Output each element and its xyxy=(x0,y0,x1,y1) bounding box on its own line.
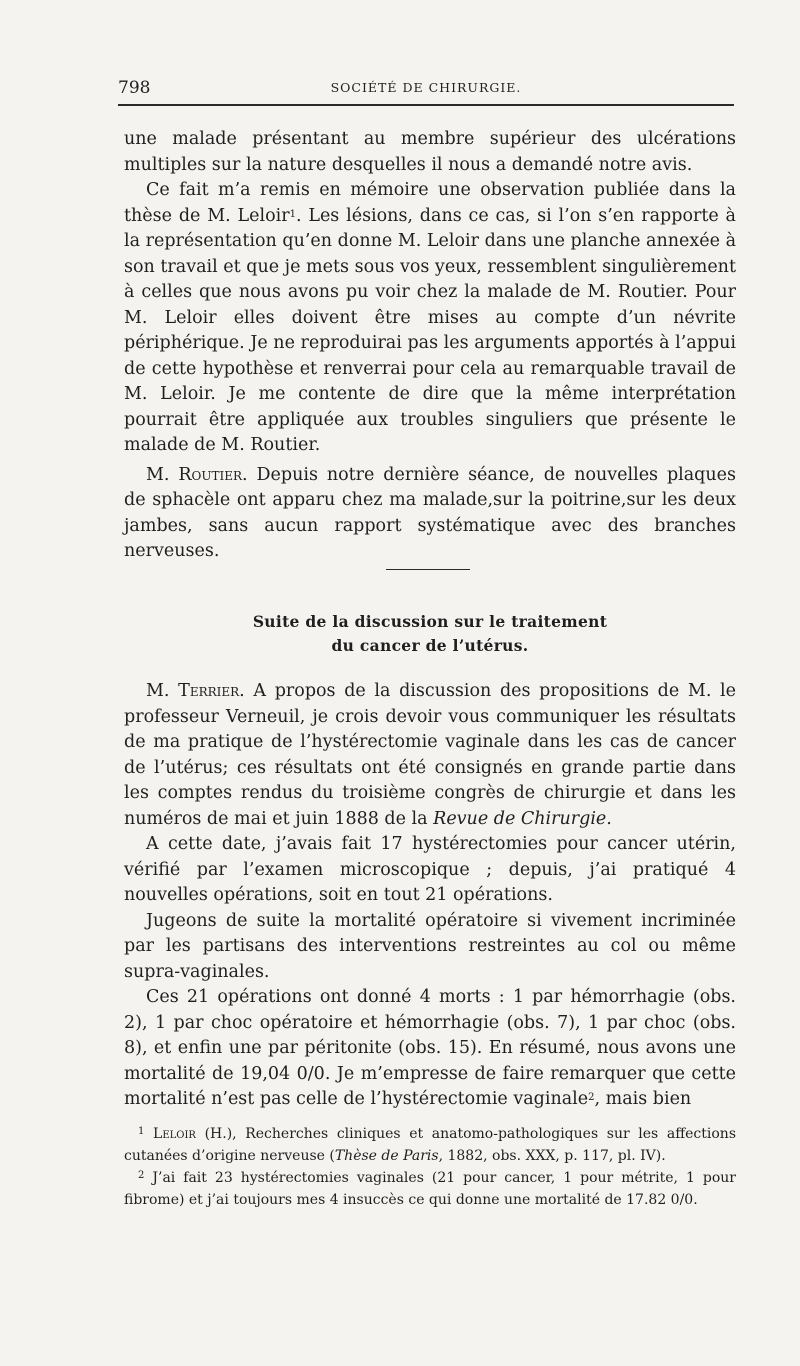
footnote-mark: 1 xyxy=(138,1126,145,1137)
footnote-author: Leloir xyxy=(153,1126,196,1142)
running-header xyxy=(118,78,734,98)
footnote-ref: 1 xyxy=(289,208,296,220)
section-title: Suite de la discussion sur le traitement du cancer de l’utérus. xyxy=(252,612,608,655)
page-number: 798 xyxy=(118,78,151,98)
footnote: $^2$ J’ai fait 23 hystérectomies vaginales (21 pour cancer, 1 pour métrite, 1 pour fibrome) et j’ai toujours mes 4 insuccès ce qui donne une mortalité de 17.82 0/0. xyxy=(124,1170,736,1208)
paragraph: Ces 21 opérations ont donné 4 morts : 1 par hémorrhagie (obs. 2), 1 par choc opératoire et hémorrhagie (obs. 7), 1 par choc (obs. 8), et enfin une par péritonite (obs. 15). En résumé, nous avons une mortalité de 19,04 0/0. Je m’empresse de faire remarquer que cette mortalité n’est pas celle de l’hystérectomie vaginale$^2$, mais bien xyxy=(124,987,736,1109)
paragraph: une malade présentant au membre supérieur des ulcérations multiples sur la nature desquelles il nous a demandé notre avis. xyxy=(124,129,736,175)
paragraph: M. Routier. Depuis notre dernière séance, de nouvelles plaques de sphacèle ont apparu chez ma malade,sur la poitrine,sur les deux jambes, sans aucun rapport systématique avec des branches nerveuses. xyxy=(124,464,736,561)
paragraph: A cette date, j’avais fait 17 hystérectomies pour cancer utérin, vérifié par l’examen microscopique ; depuis, j’ai pratiqué 4 nouvelles opérations, soit en tout 21 opérations. xyxy=(124,834,736,905)
text-block-top xyxy=(124,127,736,565)
paragraph: Ce fait m’a remis en mémoire une observation publiée dans la thèse de M. Leloir$^1$. Les lésions, dans ce cas, si l’on s’en rapporte à la représentation qu’en donne M. Leloir dans une planche annexée à son travail et que je mets sous vos yeux, ressemblent singulièrement à celles que nous avons pu voir chez la malade de M. Routier. Pour M. Leloir elles doivent être mises au compte d’un névrite périphérique. Je ne reproduirai pas les arguments apportés à l’appui de cette hypothèse et renverrai pour cela au remarquable travail de M. Leloir. Je me contente de dire que la même interprétation pourrait être appliquée aux troubles singuliers que présente le malade de M. Routier. xyxy=(124,180,736,455)
paragraph: Jugeons de suite la mortalité opératoire si vivement incriminée par les partisans des interventions restreintes au col ou même supra-vaginales. xyxy=(124,910,736,982)
text-block-bottom xyxy=(124,679,736,1113)
footnotes xyxy=(124,1123,736,1211)
speaker-name: M. Routier. xyxy=(146,464,248,485)
running-title: SOCIÉTÉ DE CHIRURGIE. xyxy=(330,80,522,95)
speaker-name: M. Terrier. xyxy=(146,681,245,701)
footnote: $^1$ Leloir (H.), Recherches cliniques et anatomo-pathologiques sur les affections cutanées d’origine nerveuse (Thèse de Paris, 1882, obs. XXX, p. 117, pl. IV). xyxy=(124,1126,737,1164)
header-rule xyxy=(118,104,734,106)
footnote-ref: 2 xyxy=(588,1092,595,1103)
paragraph: M. Terrier. A propos de la discussion des propositions de M. le professeur Verneuil, je crois devoir vous communiquer les résultats de ma pratique de l’hystérectomie vaginale dans les cas de cancer de l’utérus; ces résultats ont été consignés en grande partie dans les comptes rendus du troisième congrès de chirurgie et dans les numéros de mai et juin 1888 de la Revue de Chirurgie. xyxy=(124,681,736,829)
footnote-mark: 2 xyxy=(138,1170,145,1181)
journal-title: Revue de Chirurgie. xyxy=(433,808,612,829)
section-divider xyxy=(386,569,470,570)
